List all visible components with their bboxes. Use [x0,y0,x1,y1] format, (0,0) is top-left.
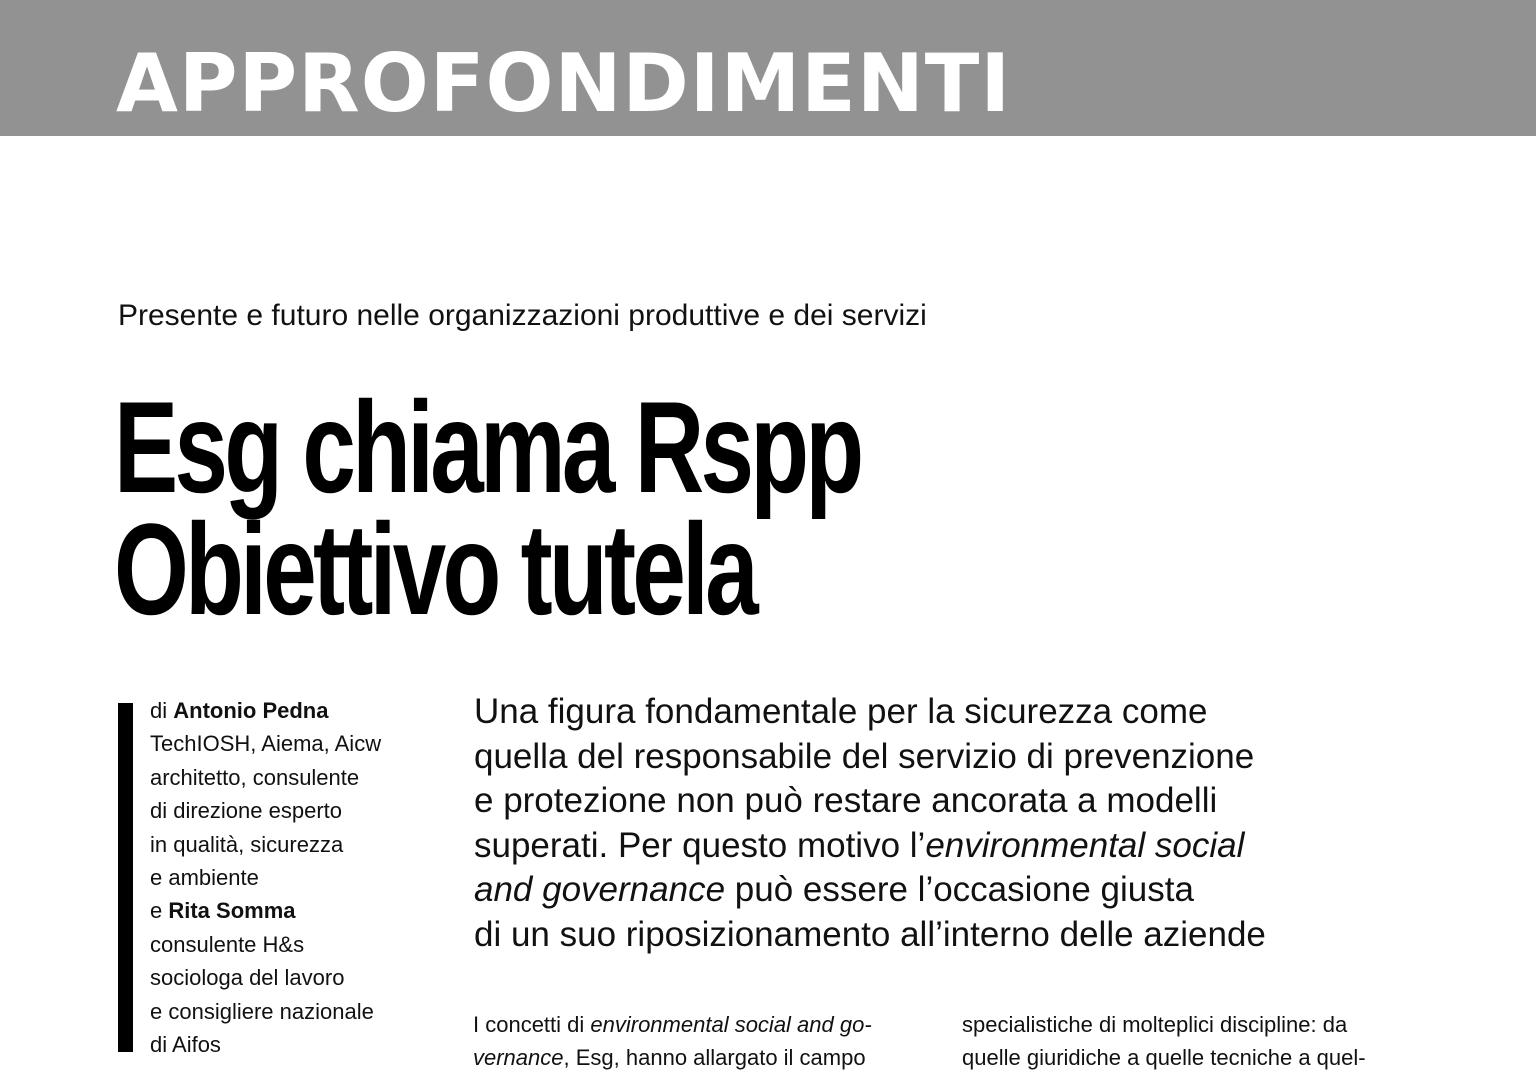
author-credential: e consigliere nazionale [150,998,374,1024]
kicker-subtitle: Presente e futuro nelle organizzazioni produttive e dei servizi [118,299,927,332]
lead-line: di un suo riposizionamento all’interno delle aziende [474,914,1266,954]
body-line [473,1008,930,1041]
author-credential: e ambiente [150,865,259,891]
byline-prefix: e [150,898,169,924]
lead-line: quella del responsabile del servizio di prevenzione [474,736,1255,776]
author-credential: consulente H&s [150,931,305,957]
lead-line [474,868,1414,913]
byline-rule [118,703,133,1052]
author-credential: sociologa del lavoro [150,965,345,991]
headline-line-1: Esg chiama Rspp [114,374,861,520]
body-text: , Esg, hanno allargato il campo [563,1045,866,1070]
body-column-left [473,1008,930,1074]
byline [150,694,440,1061]
byline-author-2 [150,894,440,927]
body-text: I concetti di [473,1012,591,1037]
lead-text: superati. Per questo motivo l’ [474,825,926,865]
author-credential: architetto, consulente [150,764,360,790]
section-title: APPROFONDIMENTI [116,37,1012,130]
lead-paragraph [474,690,1414,958]
lead-line: e protezione non può restare ancorata a modelli [474,781,1218,821]
author-name: Antonio Pedna [173,698,329,723]
body-line: quelle giuridiche a quelle tecniche a quel- [962,1045,1366,1070]
lead-italic-text: and governance [474,870,726,910]
author-credential: in qualità, sicurezza [150,831,344,857]
lead-italic-text: environmental social [925,825,1245,865]
author-name: Rita Somma [168,898,296,924]
section-header-bar [0,0,1536,136]
author-credential: TechIOSH, Aiema, Aicw [150,731,382,757]
lead-line [474,824,1414,869]
lead-text: può essere l’occasione giusta [725,870,1194,910]
author-credential: di Aifos [150,1032,221,1058]
body-line: specialistiche di molteplici discipline: da [962,1012,1348,1037]
body-line [473,1041,930,1074]
body-italic-text: environmental social and go- [590,1012,872,1037]
lead-line: Una figura fondamentale per la sicurezza come [474,692,1208,731]
author-credential: di direzione esperto [150,798,343,824]
byline-author-1 [150,694,440,727]
byline-prefix: di [150,698,174,723]
article-headline [114,374,861,642]
body-italic-text: vernance [473,1045,564,1070]
body-column-right [962,1008,1420,1074]
headline-line-2: Obiettivo tutela [114,496,755,642]
